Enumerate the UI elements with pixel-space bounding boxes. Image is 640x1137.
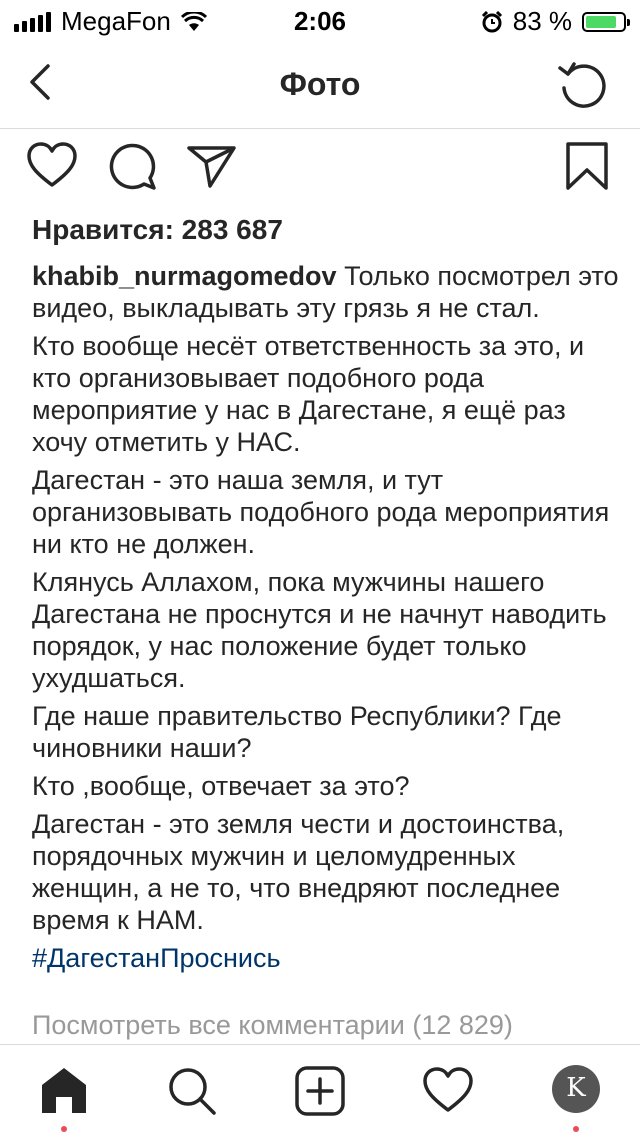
caption-paragraph: Кто ,вообще, отвечает за это? bbox=[32, 771, 410, 801]
page-title: Фото bbox=[279, 66, 361, 102]
post-actions bbox=[0, 140, 640, 204]
bottom-tab-bar bbox=[0, 1044, 640, 1137]
tab-profile[interactable] bbox=[552, 1065, 604, 1117]
comment-icon[interactable] bbox=[106, 140, 158, 192]
refresh-icon[interactable] bbox=[554, 56, 610, 112]
caption-text: Только посмотрел это видео, выкладывать эту грязь я не стал. bbox=[32, 261, 619, 323]
search-icon bbox=[166, 1065, 218, 1117]
battery-percent: 83 % bbox=[512, 6, 572, 36]
caption-paragraph: Кто вообще несёт ответственность за это, и кто организовывает подобного рода мероприятие у нас в Дагестане, я ещё раз хочу отметить у НАС. bbox=[32, 331, 585, 457]
send-icon[interactable] bbox=[186, 140, 238, 192]
clock: 2:06 bbox=[293, 6, 347, 36]
author-username[interactable]: khabib_nurmagomedov bbox=[32, 261, 337, 291]
caption-paragraph: Где наше правительство Республики? Где чиновники наши? bbox=[32, 701, 562, 763]
heart-icon[interactable] bbox=[26, 140, 78, 192]
caption-paragraph bbox=[32, 260, 622, 324]
battery-icon bbox=[582, 12, 626, 32]
home-icon bbox=[38, 1065, 90, 1117]
nav-header bbox=[0, 40, 640, 129]
likes-count[interactable]: Нравится: 283 687 bbox=[32, 214, 283, 245]
avatar-letter: K bbox=[566, 1073, 586, 1103]
profile-avatar bbox=[552, 1065, 600, 1113]
tab-activity[interactable] bbox=[422, 1065, 474, 1117]
status-bar bbox=[0, 0, 640, 40]
caption-paragraph: Дагестан - это наша земля, и тут организовывать подобного рода мероприятия ни кто не должен. bbox=[32, 465, 610, 559]
caption-paragraph: Дагестан - это земля чести и достоинства, порядочных мужчин и целомудренных женщин, а не то, что внедряют последнее время к НАМ. bbox=[32, 809, 565, 935]
view-all-comments-link[interactable]: Посмотреть все комментарии (12 829) bbox=[32, 1010, 513, 1040]
hashtag-link[interactable]: #ДагестанПроснись bbox=[32, 943, 281, 973]
battery-fill bbox=[586, 16, 616, 28]
caption-paragraph: Клянусь Аллахом, пока мужчины нашего Дагестана не проснутся и не начнут наводить порядок, у нас положение будет только ухудшаться. bbox=[32, 567, 607, 693]
carrier-name: MegaFon bbox=[61, 6, 171, 36]
tab-search[interactable] bbox=[166, 1065, 218, 1117]
add-post-icon bbox=[294, 1065, 346, 1117]
notification-dot bbox=[61, 1126, 67, 1132]
bookmark-icon[interactable] bbox=[564, 140, 610, 192]
notification-dot bbox=[573, 1126, 579, 1132]
alarm-icon bbox=[481, 11, 503, 33]
activity-heart-icon bbox=[422, 1065, 474, 1117]
tab-new-post[interactable] bbox=[294, 1065, 346, 1117]
post-caption bbox=[32, 260, 622, 980]
tab-home[interactable] bbox=[38, 1065, 90, 1117]
